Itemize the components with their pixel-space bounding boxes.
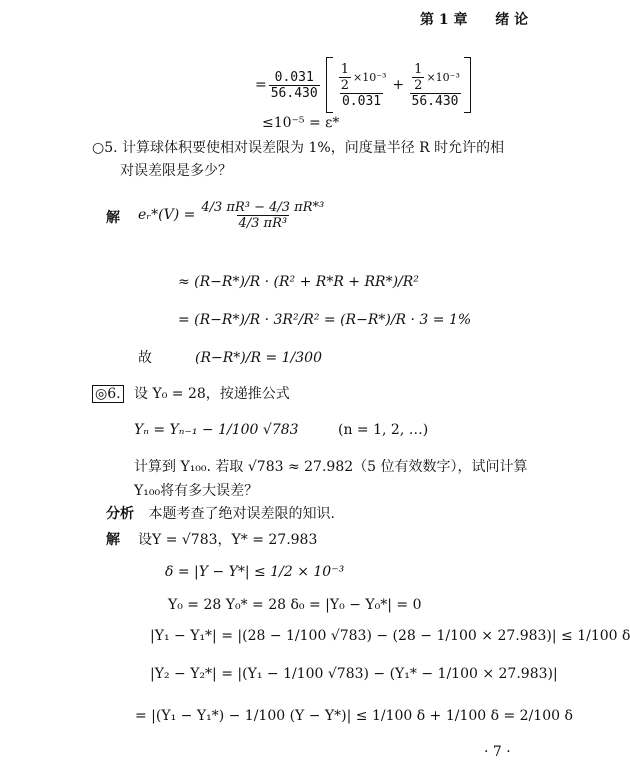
- eq1-num: 0.031: [274, 69, 314, 85]
- sol5-eq1: eᵣ*(V) = $\frac{\text{4/3 πR³ − 4/3 πR*³}}{\text{4/3 πR³}}$: [138, 199, 325, 231]
- q5-line1: 计算球体积要使相对误差限为 1%，问度量半径 R 时允许的相: [122, 140, 505, 156]
- q5-marker: ○5.: [92, 140, 118, 156]
- eq1-inner-a-den: 0.031: [341, 93, 382, 109]
- question-5: [92, 138, 504, 158]
- chapter-number: 第 1 章: [420, 12, 468, 28]
- sol5-approx: ≈ (R−R*)/R · (R² + R*R + RR*)/R²: [178, 274, 419, 290]
- chapter-header: [420, 10, 528, 30]
- analysis-label: 分析: [106, 506, 134, 522]
- sol6-line3: Y₀ = 28 Y₀* = 28 δ₀ = |Y₀ − Y₀*| = 0: [168, 597, 422, 613]
- eq1-inner-b-den: 56.430: [411, 93, 459, 109]
- chapter-title: 绪 论: [495, 12, 529, 28]
- question-6: [92, 384, 290, 404]
- sol5-final: (R−R*)/R = 1/300: [195, 350, 322, 366]
- q6-formula: Yₙ = Yₙ₋₁ − 1/100 √783: [134, 422, 299, 438]
- eq1-den: 56.430: [270, 85, 318, 101]
- analysis: [106, 504, 335, 524]
- equation-ratio: = $\frac{0.031}{56.430}$ $\frac{1}{2}$ ×10⁻³ 0.031 + $\frac{1}{2}$ ×10⁻³ 56.430: [255, 60, 471, 110]
- equation-result: ≤10⁻⁵ = ε*: [262, 115, 340, 131]
- q6-line3: Y₁₀₀将有多大误差？: [134, 483, 259, 499]
- sol6-line6: = |(Y₁ − Y₁*) − 1/100 (Y − Y*)| ≤ 1/100 δ + 1/100 δ = 2/100 δ: [135, 708, 573, 724]
- sol6-line4: |Y₁ − Y₁*| = |(28 − 1/100 √783) − (28 − 1/100 × 27.983)| ≤ 1/100 δ: [150, 628, 630, 644]
- q5-line2: 对误差限是多少？: [120, 163, 232, 179]
- sol5-eq3: = (R−R*)/R · 3R²/R² = (R−R*)/R · 3 = 1%: [178, 312, 472, 328]
- q6-marker: ◎6.: [92, 385, 124, 403]
- sol6-line2: δ = |Y − Y*| ≤ 1/2 × 10⁻³: [165, 564, 345, 580]
- sol5-therefore: 故: [138, 350, 152, 366]
- sol6-label: 解: [106, 532, 120, 548]
- analysis-text: 本题考查了绝对误差限的知识.: [148, 506, 335, 522]
- q6-range: (n = 1, 2, …): [338, 422, 429, 438]
- sol6-line5: |Y₂ − Y₂*| = |(Y₁ − 1/100 √783) − (Y₁* − 1/100 × 27.983)|: [150, 666, 558, 682]
- page-number: · 7 ·: [484, 744, 511, 760]
- sol6-line1: 设Y = √783，Y* = 27.983: [138, 532, 318, 548]
- q6-line2: 计算到 Y₁₀₀. 若取 √783 ≈ 27.982（5 位有效数字），试问计算: [134, 459, 528, 475]
- sol5-label: 解: [106, 210, 120, 226]
- q6-line1: 设 Y₀ = 28，按递推公式: [134, 386, 290, 402]
